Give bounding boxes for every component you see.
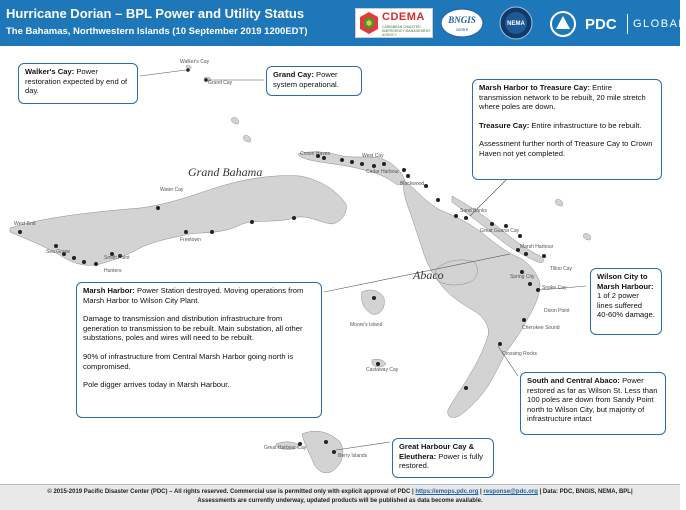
site-berry-islands <box>332 450 336 454</box>
site-gb-2 <box>72 256 76 260</box>
callout-treasure-p1-title: Marsh Harbor to Treasure Cay: <box>479 83 590 92</box>
place-label-snake-cay: Snake Cay <box>542 285 567 291</box>
walkers-cay <box>186 66 191 69</box>
partner-logos <box>355 0 686 46</box>
site-cedar-harbour <box>360 162 364 166</box>
callout-marsh-p4-text: Pole digger arrives today in Marsh Harbour. <box>83 380 230 390</box>
place-label-smith-point: Smith Point <box>104 255 130 261</box>
pdc-global-text: GLOBAL <box>633 18 686 30</box>
place-label-marsh-harbour: Marsh Harbour <box>520 244 554 250</box>
cdema-logo-text: CDEMA <box>382 11 425 23</box>
pdc-logo-divider <box>627 14 628 34</box>
site-fire-road <box>424 184 428 188</box>
site-sand-banks-2 <box>464 216 468 220</box>
place-label-water-cay: Water Cay <box>160 187 184 193</box>
callout-walkers-cay <box>18 63 138 104</box>
callout-marsh-p3-text: 90% of infrastructure from Central Marsh Harbor going north is compromised. <box>83 351 294 371</box>
footer-separator: | <box>478 489 484 495</box>
place-label-grand-cay: Grand Cay <box>208 80 233 86</box>
site-sand-banks <box>454 214 458 218</box>
place-label-tilloo-cay: Tilloo Cay <box>550 266 573 272</box>
callout-treasure-p2-text: Entire infrastructure to be rebuilt. <box>529 120 642 130</box>
pdc-logo-text: PDC <box>585 16 617 33</box>
nema-logo-text: NEMA <box>507 21 525 27</box>
place-label-great-harbour-cay: Great Harbour Cay <box>264 445 307 451</box>
callout-treasure-p2-title: Treasure Cay: <box>479 120 530 130</box>
callout-wilson-city <box>590 268 662 335</box>
callout-south-central-abaco <box>520 372 666 435</box>
site-wilson-city <box>528 282 532 286</box>
callout-south-title: South and Central Abaco: <box>527 376 620 385</box>
place-label-blackwood: Blackwood <box>400 181 425 187</box>
region-label-grand-bahama: Grand Bahama <box>188 165 263 179</box>
site-hunters <box>94 262 98 266</box>
page-title: Hurricane Dorian – BPL Power and Utility Status <box>6 6 305 21</box>
place-label-hunters: Hunters <box>104 268 122 274</box>
place-label-great-guana-cay: Great Guana Cay <box>480 228 520 234</box>
place-label-sand-banks: Sand Banks <box>460 208 487 214</box>
place-label-freetown: Freetown <box>180 237 201 243</box>
callout-marsh-p1-text: Power Station destroyed. Moving operations from Marsh Harbor to Wilson City Plant. <box>83 286 304 305</box>
site-blackwood <box>402 168 406 172</box>
bngis-logo-text: BNGIS <box>448 15 476 25</box>
place-label-west-end: West End <box>14 221 36 227</box>
pdc-emblem-icon <box>549 10 579 38</box>
site-west-cay-2 <box>350 160 354 164</box>
place-label-crossing-rocks: Crossing Rocks <box>502 351 538 357</box>
site-west-end <box>18 230 22 234</box>
site-cedar-3 <box>382 162 386 166</box>
site-moores-island <box>372 296 376 300</box>
site-man-o-war <box>518 234 522 238</box>
callout-treasure-cay <box>472 79 662 180</box>
footer-disclaimer: Assessments are currently underway, updated products will be published as data become available. <box>197 498 483 504</box>
place-label-crown-haven: Crown Haven <box>300 151 331 157</box>
page-subtitle: The Bahamas, Northwestern Islands (10 September 2019 1200EDT) <box>6 26 308 37</box>
callout-wilson-city-title: Wilson City to Marsh Harbour: <box>597 272 654 291</box>
footer-data-sources: | Data: PDC, BNGIS, NEMA, BPL| <box>537 489 633 495</box>
site-bullocks-harbour <box>324 440 328 444</box>
site-gb-7 <box>292 216 296 220</box>
pdc-logo <box>545 10 686 38</box>
footer-link-emops[interactable]: https://emops.pdc.org <box>415 489 479 495</box>
site-treasure-cay <box>436 198 440 202</box>
footer-bar <box>0 484 680 510</box>
callout-marsh-harbor <box>76 282 322 418</box>
site-water-cay <box>156 206 160 210</box>
site-sea-grape <box>54 244 58 248</box>
site-sandy-point <box>464 386 468 390</box>
callout-wilson-city-text: 1 of 2 power lines suffered 40-60% damage. <box>597 291 655 320</box>
callout-treasure-p1-text: Entire transmission network to be rebuilt, 20 mile stretch where poles are down. <box>479 83 646 112</box>
map-canvas <box>0 46 680 484</box>
site-marsh-harbour-2 <box>524 252 528 256</box>
site-walkers-cay <box>186 68 190 72</box>
place-label-sea-grape: Sea Grape <box>46 249 71 255</box>
site-hope-town <box>542 254 546 258</box>
header-bar <box>0 0 686 46</box>
place-label-west-cay: West Cay <box>362 153 384 159</box>
callout-great-harbour-text: Power is fully restored. <box>399 451 483 471</box>
place-label-cherokee-sound: Cherokee Sound <box>522 325 560 331</box>
callout-marsh-p1-title: Marsh Harbor: <box>83 286 135 295</box>
site-cherokee-sound <box>522 318 526 322</box>
site-crossing-rocks <box>498 342 502 346</box>
callout-marsh-p2-text: Damage to transmission and distribution infrastructure from generation to transmission to be rebuilt. Main substation, all other substations, poles and wires will need to be rebuilt. <box>83 314 303 343</box>
bngis-logo-subtext: centre <box>455 27 469 32</box>
site-gb-5 <box>210 230 214 234</box>
nema-logo <box>499 5 533 41</box>
callout-grand-cay <box>266 66 362 96</box>
callout-grand-cay-text: Power system operational. <box>273 70 339 89</box>
callout-treasure-p3-text: Assessment further north of Treasure Cay to Crown Haven not yet completed. <box>479 139 653 158</box>
callout-great-harbour-cay <box>392 438 494 478</box>
callout-grand-cay-title: Grand Cay: <box>273 70 314 79</box>
site-blackwood-2 <box>406 174 410 178</box>
footer-copyright: © 2015-2019 Pacific Disaster Center (PDC) – All rights reserved. Commercial use is permitted only with explicit approval of PDC | <box>47 489 416 495</box>
site-gb-3 <box>82 260 86 264</box>
place-label-dixon-point: Dixon Point <box>544 308 570 314</box>
place-label-berry-islands: Berry Islands <box>338 453 368 459</box>
site-west-cay <box>340 158 344 162</box>
site-cedar-2 <box>372 164 376 168</box>
callout-walkers-cay-text: Power restoration expected by end of day. <box>25 67 128 96</box>
callout-great-harbour-title: Great Harbour Cay & Eleuthera: <box>399 442 475 461</box>
bngis-logo <box>439 7 485 39</box>
place-label-cedar-harbour: Cedar Harbour <box>366 169 400 175</box>
place-label-walkers-cay: Walker's Cay <box>180 59 210 65</box>
footer-line-2 <box>0 498 680 504</box>
cdema-emblem-icon <box>357 9 381 37</box>
place-label-moores-island: Moore's Island <box>350 322 383 328</box>
site-gb-6 <box>250 220 254 224</box>
callout-south-text: Power restored as far as Wilson St. Less than 100 poles are down from Sandy Point north to Wilson City, but majority of infrastructure intact <box>527 376 658 424</box>
cdema-logo-subtext: CARIBBEAN DISASTER EMERGENCY MANAGEMENT AGENCY <box>382 25 431 37</box>
place-label-castaway-cay: Castaway Cay <box>366 367 399 373</box>
footer-link-email[interactable]: response@pdc.org <box>483 489 538 495</box>
region-label-abaco: Abaco <box>413 268 444 282</box>
footer-line-1 <box>0 489 680 495</box>
site-freetown <box>184 230 188 234</box>
site-snake-cay <box>536 288 540 292</box>
callout-walkers-cay-title: Walker's Cay: <box>25 67 75 76</box>
place-label-spring-city: Spring City <box>510 274 535 280</box>
site-castaway-cay <box>376 362 380 366</box>
site-great-guana-cay <box>490 222 494 226</box>
cdema-logo <box>355 8 433 38</box>
